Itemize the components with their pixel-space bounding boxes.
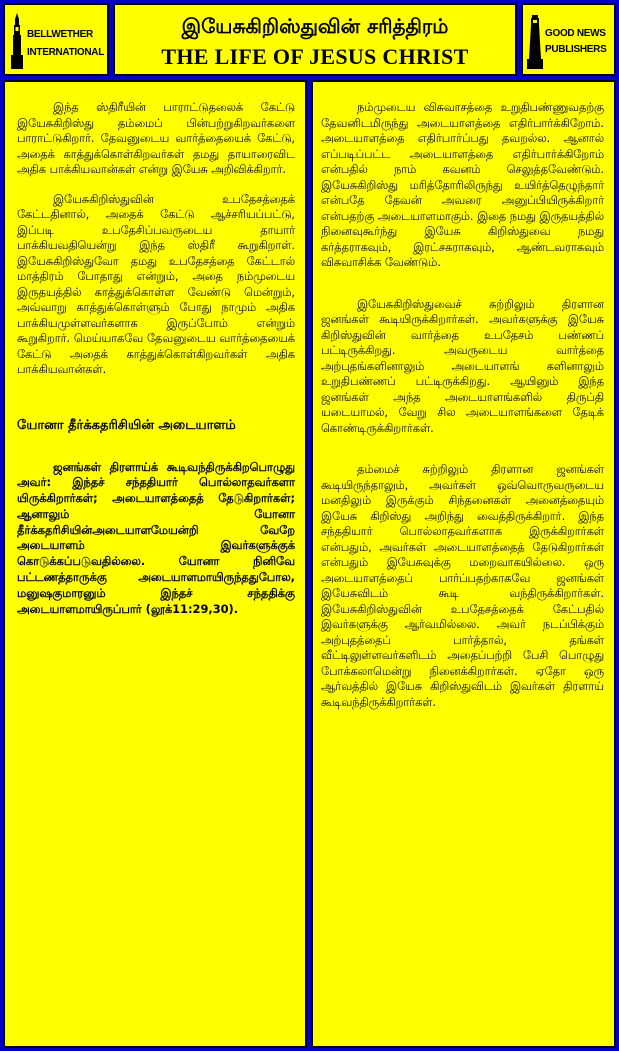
logo-right-line2: PUBLISHERS <box>545 44 607 55</box>
right-paragraph-1: நம்முடைய விசுவாசத்தை உறுதிபண்ணுவதற்கு தேவனிடமிருந்து அடையாளத்தை எதிர்பார்க்கிறோம். அடையாளத்தை எதிர்பார்ப்பது தவறல்ல. ஆனால் எப்படிப்பட்ட அடையாளத்தை எதிர்பார்க்கிறோம் என்பதில் நாம் கவனம் செலுத்தவேண்டும். இயேசுகிறிஸ்து மரித்தோரிலிருந்து உயிர்த்தெழுந்தார் என்பதே தேவன் அவரை அனுப்பியிருக்கிறார் என்பதற்கு அடையாளமாகும். இதை நமது இருதயத்தில் நினைவுகூர்ந்து இயேசு கிறிஸ்துவை நமது கர்த்தராகவும், இரட்சகராகவும், ஆண்டவராகவும் விசுவாசிக்க வேண்டும். <box>321 101 604 269</box>
good-news-logo <box>521 3 616 76</box>
scripture-quote: ஜனங்கள் திரளாய்க் கூடிவந்திருக்கிறபொழுது அவர்: இந்தச் சந்ததியார் பொல்லாதவர்களா யிருக்கிறார்கள்; அடையாளத்தைத் தேடுகிறார்கள்; ஆனாலும் யோனா தீர்க்கதரிசியின்அடையாளமேயன்றி வேறே அடையாளம் இவர்களுக்குக் கொடுக்கப்படுவதில்லை. யோனா நினிவே பட்டணத்தாருக்கு அடையாளமாயிருந்ததுபோல, மனுஷகுமாரனும் இந்தச் சந்ததிக்கு அடையாளமாயிருப்பார் (லூக்11:29,30). <box>17 459 295 616</box>
section-heading: யோனா தீர்க்கதரிசியின் அடையாளம் <box>17 417 236 433</box>
bell-tower-logo-icon <box>9 13 25 69</box>
logo-left-line1: BELLWETHER <box>27 29 93 40</box>
left-paragraph-1: இந்த ஸ்திரீயின் பாராட்டுதலைக் கேட்டு இயேசுகிறிஸ்து தம்மைப் பின்பற்றுகிறவர்களை பாராட்டுகிறார். தேவனுடைய வார்த்தையைக் கேட்டு, அதைக் காத்துக்கொள்கிறவர்கள் தமது தாயாரைவிட அதிக பாக்கியவான்கள் என்று இயேசு அறிவிக்கிறார். <box>17 101 295 176</box>
logo-right-line1: GOOD NEWS <box>545 28 606 39</box>
bellwether-logo <box>3 3 109 76</box>
lighthouse-logo-icon <box>527 15 543 69</box>
right-paragraph-3: தம்மைச் சுற்றிலும் திரளான ஜனங்கள் கூடியிருந்தாலும், அவர்கள் ஒவ்வொருவருடைய மனதிலும் இருக்கும் சிந்தனைகள் அனைத்தையும் இயேசு கிறிஸ்து அறிந்து வைத்திருக்கிறார். இந்த சந்ததியார் பொல்லாதவர்களாக இருக்கிறார்கள் என்பதும், அவர்கள் அடையாளத்தைத் தேடுகிறார்கள் என்பதும் இயேசுவுக்கு மறைவாகயில்லை. ஒரு அடையாளத்தைப் பார்ப்பதற்காகவே ஜனங்கள் இயேசுவிடம் கூடி வந்திருக்கிறார்கள். இயேசுகிறிஸ்துவின் உபதேசத்தைக் கேட்பதில் இவர்களுக்கு ஆர்வமில்லை. அவர் நடப்பிக்கும் அற்புதத்தைப் பார்த்தால், தங்கள் வீட்டிலுள்ளவர்களிடம் அதைப்பற்றி பேசி பொழுது போக்கலாமென்று நினைக்கிறார்கள். ஏதோ ஒரு ஆர்வத்தில் இயேசு கிறிஸ்துவிடம் இவர்கள் திரளாய் கூடிவந்திருக்கிறார்கள். <box>321 463 604 709</box>
right-paragraph-2: இயேசுகிறிஸ்துவைச் சுற்றிலும் திரளான ஜனங்கள் கூடியிருக்கிறார்கள். அவர்களுக்கு இயேசு கிறிஸ்துவின் வார்த்தை உபதேசம் பண்ணப் பட்டிருக்கிறது. அவருடைய வார்த்தை அற்புதங்களினாலும் அடையாளங் களினாலும் உறுதிபண்ணப் பட்டிருக்கிறது. ஆயினும் இந்த ஜனங்கள் அந்த அடையாளங்களில் திருப்தி யடையாமல், வேறு சில அடையாளங்களை தேடிக் கொண்டிருக்கிறார்கள். <box>321 297 604 435</box>
logo-left-line2: INTERNATIONAL <box>27 47 105 58</box>
page-title-english: THE LIFE OF JESUS CHRIST <box>161 44 469 69</box>
page-title-tamil: இயேசுகிறிஸ்துவின் சரித்திரம் <box>181 14 449 38</box>
left-paragraph-2: இயேசுகிறிஸ்துவின் உபதேசத்தைக் கேட்டதினால், அதைக் கேட்டு ஆச்சரியப்பட்டு, இப்படி உபதேசிப்பவருடைய தாயார் பாக்கியவதியென்று இந்த ஸ்திரீ கூறுகிறாள். இயேசுகிறிஸ்துவோ தமது உபதேசத்தை கேட்டால் மாத்திரம் போதாது என்றும், அதை நம்முடைய இருதயத்தில் காத்துக்கொள்ள வேண்டு மென்றும், அவ்வாறு காத்துக்கொள்ளும் போது நாமும் அதிக பாக்கியமுள்ளவர்களாக இருப்போம் என்றும் கூறுகிறார். மெய்யாகவே தேவனுடைய வார்த்தையைக் கேட்டு அதைக் காத்துக்கொள்கிறவர்கள் அதிக பாக்கியவான்கள். <box>17 192 295 376</box>
page-header <box>113 3 517 76</box>
left-column <box>3 80 307 1048</box>
right-column <box>311 80 616 1048</box>
